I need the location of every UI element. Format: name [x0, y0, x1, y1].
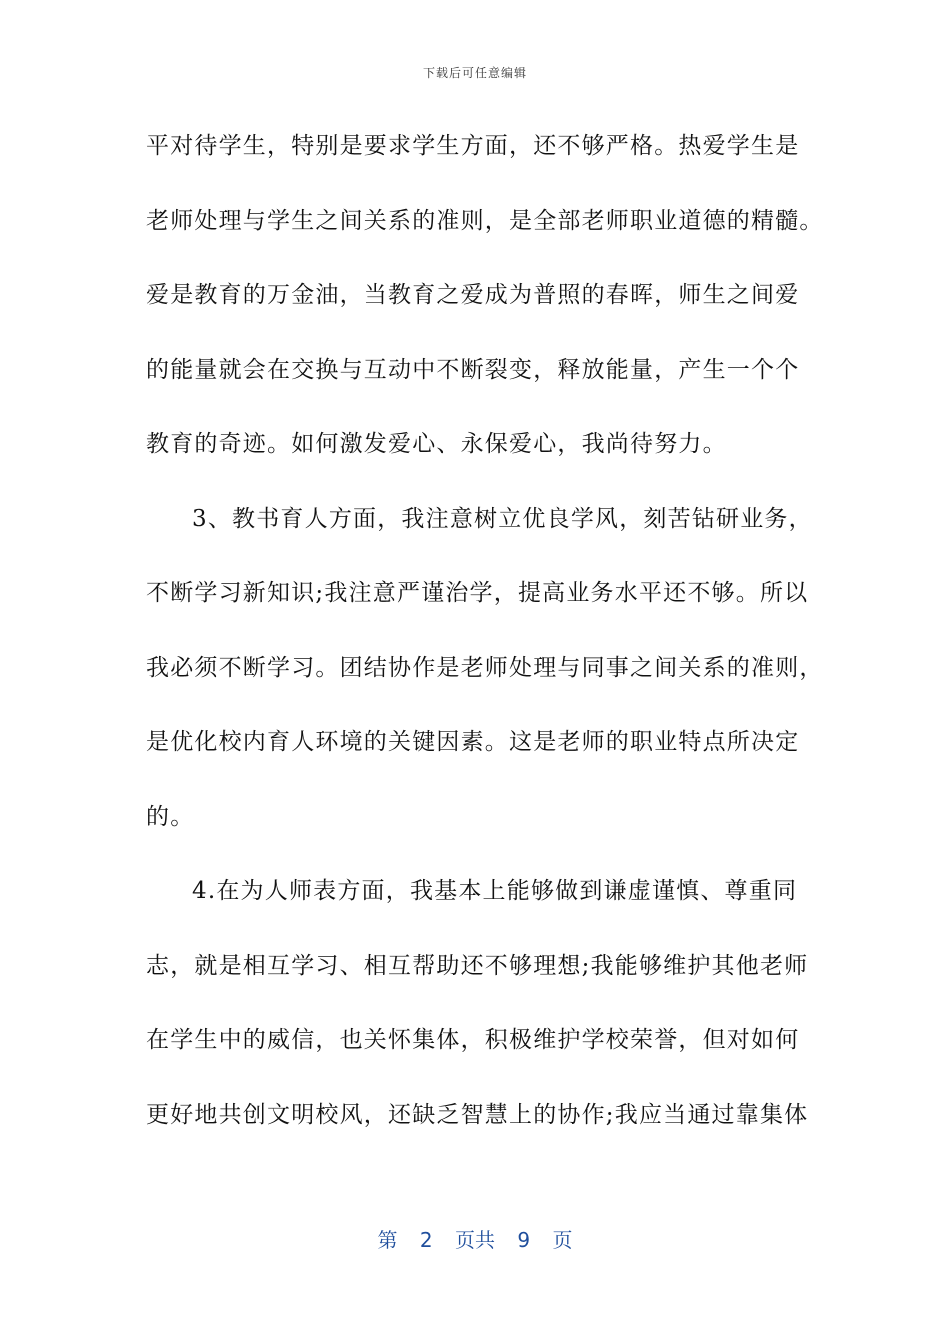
- footer-current-page: 2: [419, 1228, 433, 1252]
- body-line: 我必须不断学习。团结协作是老师处理与同事之间关系的准则，: [146, 654, 824, 681]
- footer-prefix: 第: [377, 1228, 398, 1252]
- page-footer: [0, 1224, 950, 1253]
- body-line: 是优化校内育人环境的关键因素。这是老师的职业特点所决定: [146, 729, 800, 755]
- document-body: [146, 120, 826, 1163]
- body-line: 3、教书育人方面，我注意树立优良学风，刻苦钻研业务，: [192, 505, 813, 532]
- body-line: 的。: [146, 803, 195, 830]
- body-line: 更好地共创文明校风，还缺乏智慧上的协作;我应当通过靠集体: [146, 1101, 809, 1128]
- body-line: 4.在为人师表方面，我基本上能够做到谦虚谨慎、尊重同: [192, 878, 798, 904]
- footer-suffix: 页: [552, 1228, 573, 1252]
- body-line: 志，就是相互学习、相互帮助还不够理想;我能够维护其他老师: [146, 952, 809, 979]
- body-line: 爱是教育的万金油，当教育之爱成为普照的春晖，师生之间爱: [146, 282, 800, 308]
- footer-total-pages: 9: [517, 1228, 531, 1252]
- body-line: 在学生中的威信，也关怀集体，积极维护学校荣誉，但对如何: [146, 1027, 800, 1053]
- page-header-note: 下载后可任意编辑: [422, 66, 527, 80]
- body-line: 的能量就会在交换与互动中不断裂变，释放能量，产生一个个: [146, 356, 800, 383]
- body-line: 老师处理与学生之间关系的准则，是全部老师职业道德的精髓。: [146, 207, 824, 234]
- body-line: 不断学习新知识;我注意严谨治学，提高业务水平还不够。所以: [146, 580, 809, 606]
- footer-middle: 页共: [455, 1228, 495, 1252]
- body-line: 教育的奇迹。如何激发爱心、永保爱心，我尚待努力。: [146, 431, 727, 457]
- body-line: 平对待学生，特别是要求学生方面，还不够严格。热爱学生是: [146, 133, 800, 159]
